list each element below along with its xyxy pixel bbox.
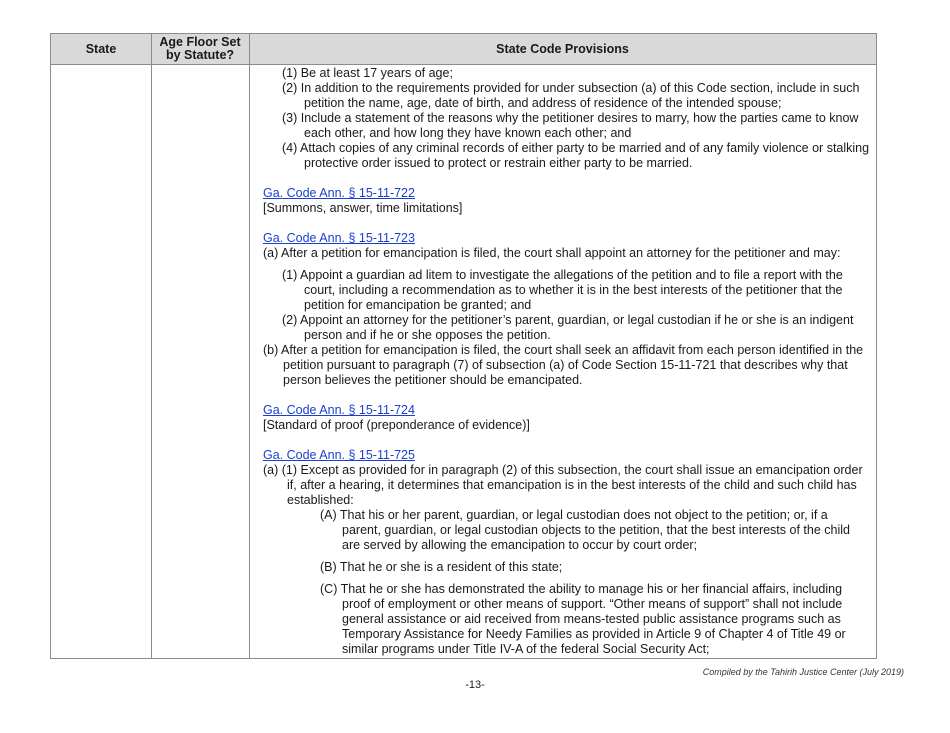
subsection-a: (a) After a petition for emancipation is filed, the court shall appoint an attorney for the petitioner and may: [263,246,841,260]
top-items-list [282,66,870,171]
table-header-row [51,34,876,65]
section-summary: [Summons, answer, time limitations] [263,201,463,215]
header-state: State [85,41,117,56]
list-item: (3) Include a statement of the reasons why the petitioner desires to marry, how the parties came to know each other, and how long they have known each other; and [282,111,859,140]
section-722 [263,186,870,216]
provisions-table [50,33,877,659]
section-724 [263,403,870,433]
list-item: (2) In addition to the requirements provided for under subsection (a) of this Code section, include in such petition the name, age, date of birth, and address of residence of the intended spouse; [282,81,860,110]
section-summary: [Standard of proof (preponderance of evidence)] [263,418,530,432]
list-item: (A) That his or her parent, guardian, or legal custodian does not object to the petition; or, if a parent, guardian, or legal custodian objects to the petition, that the best interests of the child are served by allowing the emancipation to occur by court order; [320,508,850,552]
footer-credit: Compiled by the Tahirih Justice Center (July 2019) [702,667,904,677]
section-723 [263,231,870,388]
subsection-a1: (a) (1) Except as provided for in paragraph (2) of this subsection, the court shall issue an emancipation order if, after a hearing, it determines that emancipation is in the best interests of the child and such child has established: [263,463,863,507]
subsection-a-items [282,268,870,343]
list-item: (C) That he or she has demonstrated the ability to manage his or her financial affairs, including proof of employment or other means of support. “Other means of support” shall not include general assistance or aid received from means-tested public assistance programs such as Temporary Assistance for Needy Families as provided in Article 9 of Chapter 4 of Title 49 or similar programs under Title IV-A of the federal Social Security Act; [320,582,846,656]
list-item: (B) That he or she is a resident of this state; [320,560,563,574]
provisions-cell [257,65,876,658]
page-number: -13- [465,679,485,691]
citation-link-15-11-724[interactable]: Ga. Code Ann. § 15-11-724 [263,403,415,417]
list-item: (2) Appoint an attorney for the petitioner’s parent, guardian, or legal custodian if he or she is an indigent person and if he or she opposes the petition. [282,313,854,342]
header-age-floor: Age Floor Set by Statute? [159,35,241,62]
subsection-b: (b) After a petition for emancipation is filed, the court shall seek an affidavit from each person identified in the petition pursuant to paragraph (7) of subsection (a) of Code Section 15-11-721 that describes why that person believes the petitioner should be emancipated. [263,343,864,387]
header-provisions: State Code Provisions [496,41,629,56]
citation-link-15-11-722[interactable]: Ga. Code Ann. § 15-11-722 [263,186,415,200]
citation-link-15-11-723[interactable]: Ga. Code Ann. § 15-11-723 [263,231,415,245]
list-item: (1) Appoint a guardian ad litem to investigate the allegations of the petition and to file a report with the court, including a recommendation as to whether it is in the best interests of the petitioner that the petition for emancipation be granted; and [282,268,843,312]
list-item: (1) Be at least 17 years of age; [282,66,453,80]
list-item: (4) Attach copies of any criminal records of either party to be married and of any family violence or stalking protective order issued to protect or restrain either party to be married. [282,141,870,170]
column-divider-2 [249,34,250,658]
column-divider-1 [151,34,152,658]
citation-link-15-11-725[interactable]: Ga. Code Ann. § 15-11-725 [263,448,415,462]
section-725 [263,448,870,657]
